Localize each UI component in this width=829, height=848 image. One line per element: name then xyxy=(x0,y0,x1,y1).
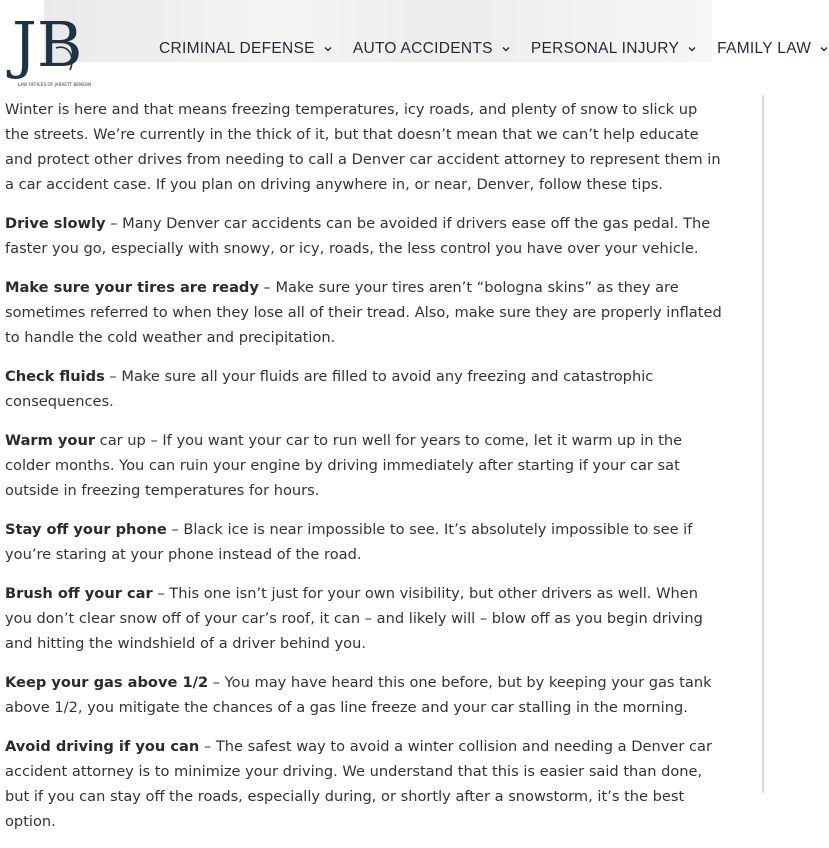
nav-label: CRIMINAL DEFENSE xyxy=(159,40,315,57)
tip-title: Stay off your phone xyxy=(5,521,167,538)
tip-paragraph xyxy=(5,364,725,414)
article-intro: Winter is here and that means freezing temperatures, icy roads, and plenty of snow to slick up the streets. We’re currently in the thick of it, but that doesn’t mean that we can’t help educate and protect other drives from needing to call a Denver car accident attorney to represent them in a car accident case. If you plan on driving anywhere in, or near, Denver, follow these tips. xyxy=(5,101,721,193)
tip-text: – Make sure all your fluids are filled to avoid any freezing and catastrophic consequences. xyxy=(5,368,654,410)
nav-auto-accidents[interactable] xyxy=(353,40,511,58)
tip-paragraph xyxy=(5,275,725,350)
nav-criminal-defense[interactable] xyxy=(159,40,333,58)
chevron-down-icon xyxy=(687,44,697,54)
logo-subtext: LAW OFFICES OF JARRETT BENSON xyxy=(18,82,92,87)
nav-label: FAMILY LAW xyxy=(717,40,812,57)
tip-text: – Many Denver car accidents can be avoided if drivers ease off the gas pedal. The faster you go, especially with snowy, or icy, roads, the less control you have over your vehicle. xyxy=(5,215,711,257)
tip-title: Keep your gas above 1/2 xyxy=(5,674,209,691)
tip-paragraph xyxy=(5,734,725,834)
tip-paragraph xyxy=(5,428,725,503)
main-nav xyxy=(159,38,829,60)
tip-text: – This one isn’t just for your own visibility, but other drivers as well. When you don’t clear snow off of your car’s roof, it can – and likely will – blow off as you begin driving and hitting the windshield of a driver behind you. xyxy=(5,585,703,652)
tip-paragraph xyxy=(5,517,725,567)
tip-text: – The safest way to avoid a winter collision and needing a Denver car accident attorney is to minimize your driving. We understand that this is easier said than done, but if you can stay off the roads, especially during, or shortly after a snowstorm, it’s the best option. xyxy=(5,738,712,830)
chevron-down-icon xyxy=(323,44,333,54)
nav-personal-injury[interactable] xyxy=(531,40,697,58)
tip-title: Warm your xyxy=(5,432,96,449)
tip-title: Make sure your tires are ready xyxy=(5,279,259,296)
tip-text: – Black ice is near impossible to see. It’s absolutely impossible to see if you’re staring at your phone instead of the road. xyxy=(5,521,693,563)
tip-paragraph xyxy=(5,211,725,261)
nav-family-law[interactable] xyxy=(717,40,829,58)
tip-paragraph xyxy=(5,670,725,720)
article-body xyxy=(5,97,725,848)
site-logo[interactable] xyxy=(10,4,92,90)
chevron-down-icon xyxy=(819,44,829,54)
tip-text: – Make sure your tires aren’t “bologna skins” as they are sometimes referred to when they lose all of their tread. Also, make sure they are properly inflated to handle the cold weather and precipitation. xyxy=(5,279,722,346)
logo-mark: JB xyxy=(12,8,83,81)
tip-title: Check fluids xyxy=(5,368,105,385)
tip-title: Avoid driving if you can xyxy=(5,738,200,755)
nav-label: PERSONAL INJURY xyxy=(530,40,680,57)
page-divider xyxy=(762,95,764,793)
nav-label: AUTO ACCIDENTS xyxy=(352,40,493,57)
tip-paragraph xyxy=(5,581,725,656)
tip-title: Drive slowly xyxy=(5,215,106,232)
tip-text: – You may have heard this one before, but by keeping your gas tank above 1/2, you mitigate the chances of a gas line freeze and your car stalling in the morning. xyxy=(5,674,712,716)
site-header xyxy=(0,0,812,95)
chevron-down-icon xyxy=(501,44,511,54)
tip-text: car up – If you want your car to run well for years to come, let it warm up in the colder months. You can ruin your engine by driving immediately after starting if your car sat outside in freezing temperatures for hours. xyxy=(5,432,683,499)
tip-title: Brush off your car xyxy=(5,585,153,602)
